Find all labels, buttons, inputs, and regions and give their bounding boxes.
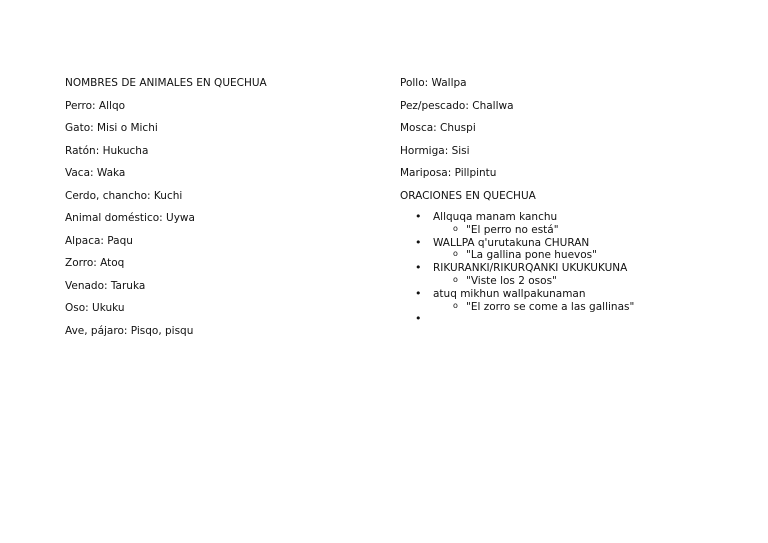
animal-entry: Pez/pescado: Challwa bbox=[400, 99, 514, 112]
translation-list bbox=[433, 249, 740, 262]
animal-names-column-continued bbox=[400, 77, 740, 313]
sentence-item bbox=[400, 211, 740, 237]
sentence-list bbox=[400, 211, 740, 326]
spanish-translation: o "La gallina pone huevos" bbox=[433, 249, 740, 262]
quechua-sentence bbox=[433, 313, 436, 325]
quechua-sentence: atuq mikhun wallpakunaman bbox=[433, 287, 586, 300]
animal-entry: Mariposa: Pillpintu bbox=[400, 167, 497, 179]
animal-entry: Mosca: Chuspi bbox=[400, 122, 476, 134]
translation-list bbox=[433, 301, 740, 314]
animal-entry: Perro: Allqo bbox=[65, 99, 126, 112]
section-title-sentences: ORACIONES EN QUECHUA bbox=[400, 189, 536, 202]
animal-entry: Animal doméstico: Uywa bbox=[65, 212, 195, 224]
animal-entry: Pollo: Wallpa bbox=[400, 77, 467, 89]
animal-entry: Oso: Ukuku bbox=[65, 302, 125, 314]
empty-sentence-item bbox=[400, 313, 740, 326]
translation-list bbox=[433, 224, 740, 237]
animal-entry: Ratón: Hukucha bbox=[65, 144, 149, 157]
sentence-item bbox=[400, 288, 740, 314]
animal-entry: Zorro: Atoq bbox=[65, 257, 125, 269]
spanish-translation: o "Viste los 2 osos" bbox=[433, 275, 740, 288]
animal-entry: Alpaca: Paqu bbox=[65, 234, 133, 247]
animal-entry: Cerdo, chancho: Kuchi bbox=[65, 189, 183, 202]
animal-names-column bbox=[65, 77, 365, 347]
translation-list bbox=[433, 275, 740, 288]
animal-entry: Hormiga: Sisi bbox=[400, 144, 470, 157]
animal-entry: Vaca: Waka bbox=[65, 167, 126, 179]
animal-entry: Gato: Misi o Michi bbox=[65, 122, 158, 134]
spanish-translation: o "El zorro se come a las gallinas" bbox=[433, 301, 740, 314]
quechua-sentence: WALLPA q'urutakuna CHURAN bbox=[433, 236, 590, 249]
sentence-item bbox=[400, 262, 740, 288]
quechua-sentence: RIKURANKI/RIKURQANKI UKUKUKUNA bbox=[433, 262, 628, 275]
quechua-sentence: Allquqa manam kanchu bbox=[433, 211, 558, 223]
animal-entry: Venado: Taruka bbox=[65, 279, 146, 292]
sentence-item bbox=[400, 237, 740, 263]
section-title-animal-names: NOMBRES DE ANIMALES EN QUECHUA bbox=[65, 77, 267, 89]
animal-entry: Ave, pájaro: Pisqo, pisqu bbox=[65, 324, 194, 337]
spanish-translation: o "El perro no está" bbox=[433, 224, 740, 237]
